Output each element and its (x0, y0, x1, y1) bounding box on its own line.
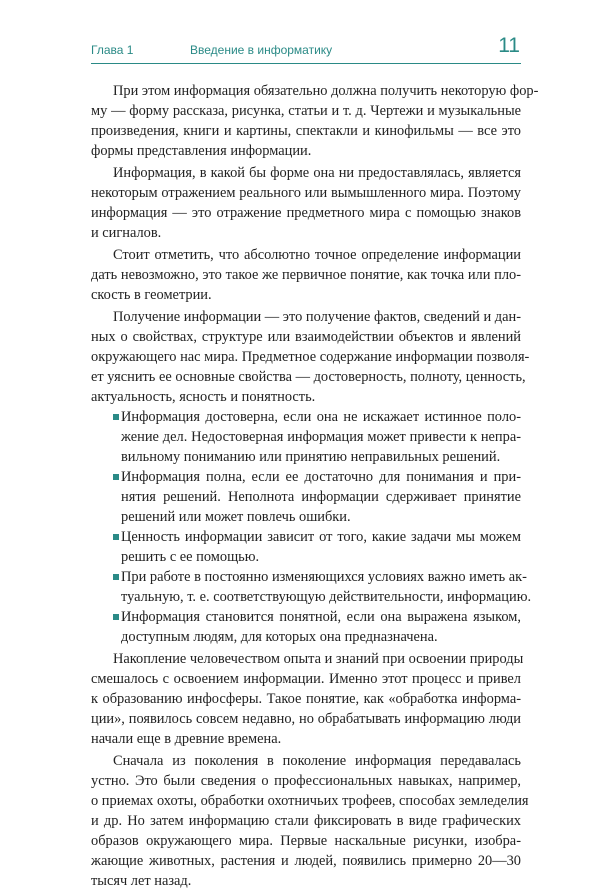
running-header (0, 0, 600, 70)
text-line: информация — это отражение предметного мира с помощью знаков (91, 205, 521, 221)
paragraph (91, 649, 524, 749)
text-line: ных о свойствах, структуре или взаимодействии объектов и явлений (91, 329, 521, 345)
paragraph (91, 245, 521, 305)
text-line: решить с ее помощью. (121, 549, 260, 565)
text-line: Информация, в какой бы форме она ни предоставлялась, является (113, 165, 521, 181)
square-bullet-icon (113, 574, 119, 580)
text-line: Информация достоверна, если она не искажает истинное поло- (121, 409, 521, 425)
page-number: 11 (498, 34, 520, 57)
text-line: ет уяснить ее основные свойства — достоверность, полноту, ценность, (91, 369, 526, 385)
paragraph (91, 307, 530, 407)
square-bullet-icon (113, 614, 119, 620)
text-line: жение дел. Недостоверная информация может привести к непра- (121, 429, 521, 445)
text-line: произведения, книги и картины, спектакли и кинофильмы — все это (91, 123, 521, 139)
text-line: Ценность информации зависит от того, какие задачи мы можем (121, 529, 521, 545)
text-line: начали еще в древние времена. (91, 731, 282, 747)
text-line: жающие животных, растения и людей, появились примерно 20—30 (91, 853, 521, 869)
text-line: Информация становится понятной, если она выражена языком, (121, 609, 521, 625)
bullet-item (91, 407, 521, 467)
bullet-item (91, 567, 532, 607)
square-bullet-icon (113, 474, 119, 480)
text-line: Информация полна, если ее достаточно для понимания и при- (121, 469, 521, 485)
text-line: Сначала из поколения в поколение информация передавалась (113, 753, 521, 769)
text-line: При работе в постоянно изменяющихся условиях важно иметь ак- (121, 569, 527, 585)
bullet-item (91, 527, 521, 567)
text-line: некоторым отражением реального или вымышленного мира. Поэтому (91, 185, 521, 201)
text-line: тысяч лет назад. (91, 873, 192, 889)
paragraph (91, 163, 521, 243)
text-line: нятия решений. Неполнота информации сдерживает принятие (121, 489, 521, 505)
section-title: Введение в информатику (190, 43, 333, 57)
square-bullet-icon (113, 534, 119, 540)
bullet-item (91, 607, 521, 647)
text-line: скость в геометрии. (91, 287, 212, 303)
text-line: о приемах охоты, обработки охотничьих трофеев, способах земледелия (91, 793, 529, 809)
page-body (91, 81, 539, 891)
text-line: доступным людям, для которых она предназначена. (121, 629, 438, 645)
text-line: решений или может повлечь ошибки. (121, 509, 351, 525)
text-line: Накопление человечеством опыта и знаний при освоении природы (113, 651, 524, 667)
text-line: дать невозможно, это такое же первичное понятие, как точка или пло- (91, 267, 521, 283)
text-line: Получение информации — это получение фактов, сведений и дан- (113, 309, 521, 325)
text-line: устно. Это были сведения о профессиональных навыках, например, (91, 773, 521, 789)
text-line: смешалось с освоением информации. Именно этот процесс и привел (91, 671, 521, 687)
chapter-label: Глава 1 (91, 43, 134, 57)
bullet-item (91, 467, 521, 527)
text-line: му — форму рассказа, рисунка, статьи и т. д. Чертежи и музыкальные (91, 103, 521, 119)
text-line: ции», появилось совсем недавно, но обрабатывать информацию люди (91, 711, 521, 727)
text-line: образов окружающего мира. Первые наскальные рисунки, изобра- (91, 833, 521, 849)
paragraph (91, 751, 529, 891)
text-line: и сигналов. (91, 225, 162, 241)
square-bullet-icon (113, 414, 119, 420)
text-line: вильному пониманию или принятию неправильных решений. (121, 449, 501, 465)
text-line: туальную, т. е. соответствующую действительности, информацию. (121, 589, 532, 605)
text-line: Стоит отметить, что абсолютно точное определение информации (113, 247, 521, 263)
text-line: При этом информация обязательно должна получить некоторую фор- (113, 83, 539, 99)
header-rule (91, 63, 521, 64)
text-line: актуальность, ясность и понятность. (91, 389, 316, 405)
paragraph (91, 81, 539, 161)
text-line: и др. Но затем информацию стали фиксировать в виде графических (91, 813, 521, 829)
text-line: формы представления информации. (91, 143, 312, 159)
text-line: к образованию инфосферы. Такое понятие, как «обработка информа- (91, 691, 521, 707)
text-line: окружающего нас мира. Предметное содержание информации позволя- (91, 349, 530, 365)
